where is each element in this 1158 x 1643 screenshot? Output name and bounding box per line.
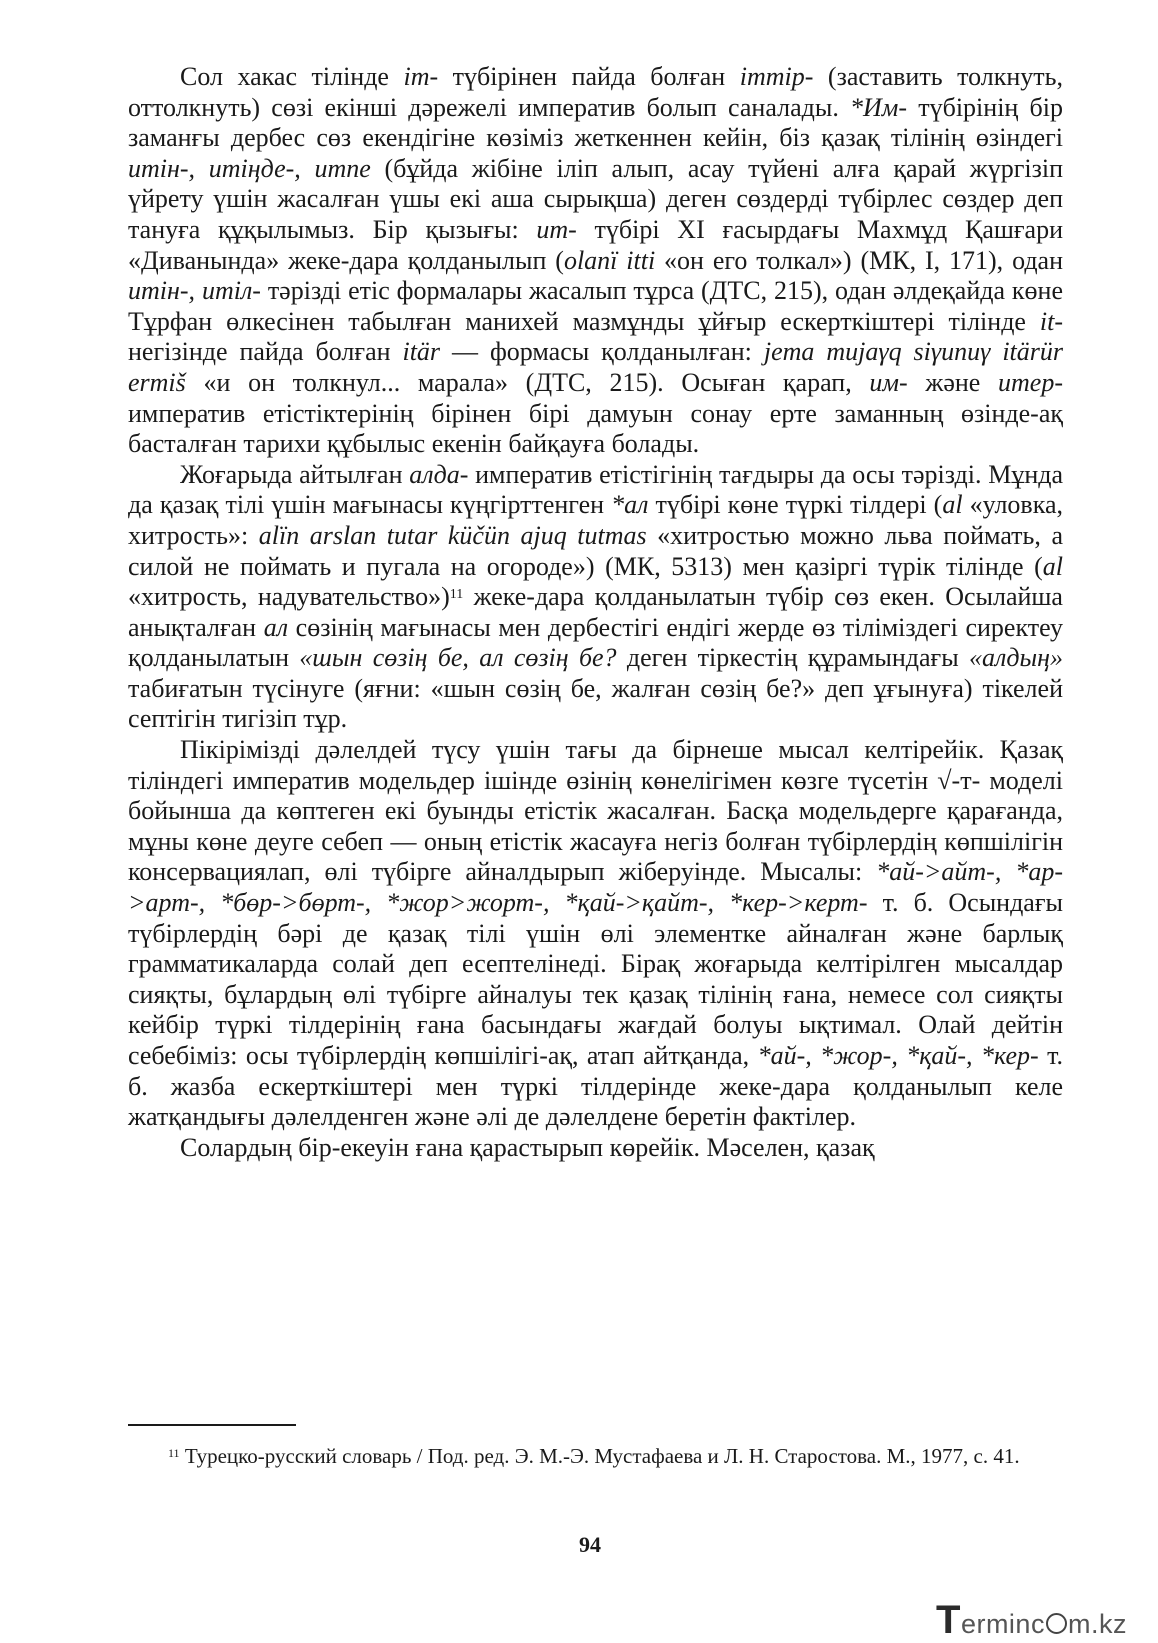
text-run: императив етістіктерінің бірінен бірі дамуын сонау ерте заманның өзінде-ақ басталған тарихи құбылыс екенін байқауға болады. [128, 398, 1063, 459]
watermark-middle: erminc [960, 1609, 1045, 1639]
text-run: Солардың бір-екеуін ғана қарастырып көрейік. Мәселен, қазақ [180, 1132, 875, 1162]
text-run: «он его толкал») (МК, I, 171), одан [655, 245, 1063, 275]
text-run: деген тіркестің құрамындағы [616, 643, 969, 673]
text-run: императив етістігінің тағдыры да осы тәрізді. Мұнда да қазақ тілі үшін мағынасы күңгірттенген [128, 459, 1063, 520]
italic-term: итін-, итіңде-, итпе [128, 153, 371, 183]
footnote [128, 1443, 1063, 1470]
italic-term: al [942, 490, 963, 520]
paragraph [128, 1133, 1063, 1164]
italic-term: им- [869, 367, 908, 397]
text-run: — формасы қолданылған: [440, 337, 764, 367]
italic-term: itär [402, 337, 441, 367]
footnote-text: Турецко-русский словарь / Под. ред. Э. М.-Э. Мустафаева и Л. Н. Старостова. М., 1977, с. 41. [179, 1444, 1020, 1468]
text-run: түбірі көне түркі тілдері ( [648, 490, 943, 520]
text-run: Жоғарыда айтылған [180, 459, 410, 489]
watermark-end: m.kz [1067, 1609, 1127, 1639]
paragraph [128, 735, 1063, 1133]
italic-term: итер- [998, 367, 1063, 397]
watermark-ring-icon [1046, 1613, 1067, 1634]
italic-term: «алдың» [968, 643, 1063, 673]
italic-term: im- [403, 62, 439, 91]
italic-term: алда- [409, 459, 469, 489]
text-run: түбірінің бір заманғы дербес сөз екендігіне көзіміз жеткеннен кейін, біз қазақ тілінің өзіндегі [128, 92, 1063, 153]
page-number: 94 [579, 1532, 601, 1557]
text-run: табиғатын түсінуге (яғни: «шын сөзің бе, жалған сөзің бе?» деп ұғынуға) тікелей септігін тигізіп тұр. [128, 673, 1063, 734]
text-run: «хитрость, надувательство») [128, 582, 450, 612]
main-text [128, 62, 1063, 1163]
italic-term: *ай->айт-, *ар->арт-, *бөр->бөрт-, *жор>жорт-, *қай->қайт-, *кер->керт- [128, 857, 1063, 918]
italic-term: итін-, итіл- [128, 276, 261, 306]
text-run: түбірінен пайда болған [438, 62, 740, 91]
italic-term: «шын сөзің бе, ал сөзің бе? [299, 643, 617, 673]
italic-term: *ал [611, 490, 649, 520]
italic-term: it- [1039, 306, 1063, 336]
text-run: және [907, 367, 999, 397]
text-run: түбірі XI ғасырдағы Махмұд Қашғари «Диванында» жеке-дара қолданылып ( [128, 214, 1063, 275]
footnote-marker: 11 [168, 1446, 180, 1460]
site-watermark-logo [936, 1598, 1127, 1643]
text-run: «и он толкнул... марала» (ДТС, 215). Осыған қарап, [185, 367, 870, 397]
text-run: т. б. Осындағы түбірлердің бәрі де қазақ тілі үшін өлі элементке айналған және барлық грамматикаларда солай деп есептелінеді. Бірақ жоғарыда келтірілген мысалдар сияқты, бұлардың өлі түбірге айналуы тек қазақ тілінің ғана, немесе сол сияқты кейбір түркі тілдерінің ғана басындағы жағдай болуы ықтимал. Олай дейтін себебіміз: осы түбірлердің көпшілігі-ақ, атап айтқанда, [128, 888, 1063, 1070]
text-run: сөзінің мағынасы мен дербестігі ендігі жерде өз тіліміздегі сиректеу қолданылатын [128, 612, 1063, 673]
text-run: (бұйда жібіне іліп алып, асау түйені алға қарай жүргізіп үйрету үшін жасалған үшы екі аша сырықша) деген сөздерді түбірлес сөздер деп тануға құқылымыз. Бір қызығы: [128, 153, 1063, 244]
text-run: жеке-дара қолданылатын түбір сөз екен. Осылайша анықталған [128, 582, 1063, 642]
text-run: «хитростью можно льва поймать, а силой не поймать и пугала на огороде») (МК, 5313) мен қазіргі түрік тілінде ( [128, 520, 1063, 581]
italic-term: immip- [739, 62, 814, 91]
italic-term: ит- [536, 214, 577, 244]
text-run: т. б. жазба ескерткіштері мен түркі тілдерінде жеке-дара қолданылып келе жатқандығы дәлелденген және әлі де дәлелдене беретін фактілер. [128, 1041, 1063, 1132]
footnote-reference: 11 [449, 587, 464, 603]
watermark-initial: T [936, 1598, 961, 1642]
italic-term: olanї itti [563, 245, 656, 275]
text-run: негізінде пайда болған [128, 337, 403, 367]
text-run: Пікірімізді дәлелдей түсу үшін тағы да бірнеше мысал келтірейік. Қазақ тіліндегі императив модельдер ішінде өзінің көнелігімен көзге түсетін √-т- моделі бойынша да көптеген екі буынды етістік жасалған. Басқа модельдерге қарағанда, мұны көне деуге себеп — оның етістік жасауға негіз болған түбірлердің көпшілігін консервациялап, өлі түбірге айналдырып жіберуінде. Мысалы: [128, 735, 1063, 887]
italic-term: jema mujaγq siγunuγ itärür ermiš [128, 337, 1063, 397]
paragraph [128, 460, 1063, 735]
italic-term: alïn arslan tutar küčün ajuq tutmas [258, 520, 647, 550]
footnote-divider [128, 1424, 296, 1426]
paragraph [128, 62, 1063, 460]
italic-term: al [1042, 551, 1063, 581]
text-run: (заставить толкнуть, оттолкнуть) сөзі екінші дәрежелі императив болып саналады. [128, 62, 1063, 122]
italic-term: ал [263, 612, 289, 642]
text-run: тәрізді етіс формалары жасалып тұрса (ДТС, 215), одан әлдеқайда көне Тұрфан өлкесінен табылған манихей мазмұнды ұйғыр ескерткіштері тілінде [128, 276, 1063, 336]
text-run: «уловка, хитрость»: [128, 490, 1063, 550]
italic-term: *ай-, *жор-, *қай-, *кер- [757, 1041, 1039, 1070]
italic-term: *Им- [850, 92, 908, 122]
text-run: Сол хакас тілінде [180, 62, 404, 91]
